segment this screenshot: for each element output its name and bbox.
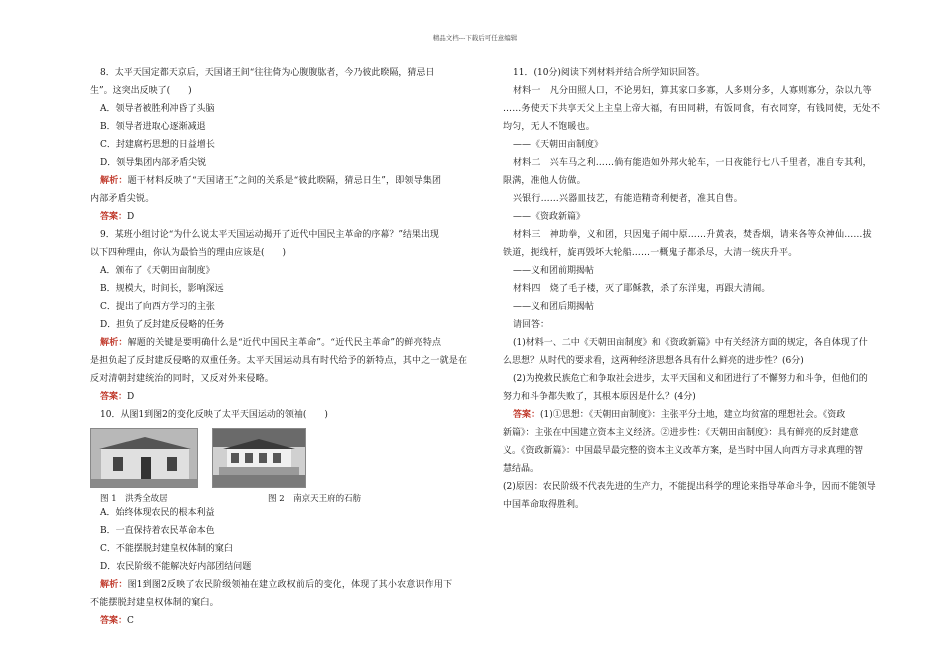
q8-option-c: C．封建腐朽思想的日益增长	[100, 140, 215, 150]
q10-analysis	[90, 576, 470, 594]
figure-2-photo	[212, 428, 306, 488]
q8-option-a: A．领导者被胜利冲昏了头脑	[100, 104, 215, 114]
sub-question-2-cont: 努力和斗争都失败了，其根本原因是什么？(4分)	[503, 392, 696, 402]
answer-label: 答案：	[100, 392, 128, 402]
material-3-cont: 铁道，扼线杆，旋再毁坏大轮船……一概鬼子都杀尽，大清一统庆升平。	[503, 248, 798, 258]
q10-option-c: C．不能摆脱封建皇权体制的窠臼	[100, 544, 233, 554]
material-1-source: ——《天朝田亩制度》	[513, 140, 604, 150]
figure-2-caption: 图 2 南京天王府的石舫	[268, 494, 362, 504]
answer-label: 答案：	[513, 410, 541, 420]
material-1-cont2: 均匀，无人不饱暖也。	[503, 122, 596, 132]
answer-label: 答案：	[100, 212, 128, 222]
analysis-label: 解析：	[100, 176, 128, 186]
q9-stem-cont: 以下四种理由，你认为最恰当的理由应该是( )	[90, 248, 287, 258]
q8-option-b: B．领导者进取心逐渐减退	[100, 122, 206, 132]
sub-question-1: (1)材料一、二中《天朝田亩制度》和《资政新篇》中有关经济方面的规定，各自体现了什	[513, 338, 868, 348]
q10-analysis-text: 图1到图2反映了农民阶级领袖在建立政权前后的变化，体现了其小农意识作用下	[127, 580, 453, 590]
q8-analysis	[90, 172, 470, 190]
q8-stem: 8．太平天国定都天京后，天国诸王间“往往倚为心腹腹肱者，今乃彼此睽隔，猜忌日	[100, 68, 435, 78]
q9-option-d: D．担负了反封建反侵略的任务	[100, 320, 225, 330]
material-4-source: ——义和团后期揭帖	[513, 302, 595, 312]
q9-answer-value: D	[127, 392, 135, 402]
q10-option-b: B．一直保持着农民革命本色	[100, 526, 215, 536]
material-1: 材料一 凡分田照人口，不论男妇，算其家口多寡，人多则分多，人寡则寡分，杂以九等	[513, 86, 872, 96]
analysis-label: 解析：	[100, 338, 128, 348]
q11-answer	[503, 406, 881, 424]
ask-prompt: 请回答：	[513, 320, 550, 330]
q11-stem: 11．(10分)阅读下列材料并结合所学知识回答。	[513, 68, 705, 78]
material-4: 材料四 烧了毛子楼，灭了耶稣教，杀了东洋鬼，再跟大清闹。	[513, 284, 771, 294]
q11-answer-2: (2)原因：农民阶级不代表先进的生产力，不能提出科学的理论来指导革命斗争，因而不能领导	[503, 482, 876, 492]
q9-analysis-cont: 是担负起了反封建反侵略的双重任务。太平天国运动具有时代给予的新特点，其中之一就是在	[90, 356, 468, 366]
q10-stem: 10．从图1到图2的变化反映了太平天国运动的领袖( )	[100, 410, 328, 420]
q10-answer	[90, 612, 470, 630]
q10-analysis-cont: 不能摆脱封建皇权体制的窠臼。	[90, 598, 219, 608]
left-column	[90, 64, 470, 630]
q11-answer-1-cont: 新篇》：主张在中国建立资本主义经济。②进步性：《天朝田亩制度》：具有鲜亮的反封建意	[503, 428, 859, 438]
material-2-cont: 限满，准他人仿做。	[503, 176, 586, 186]
q9-analysis-cont2: 反对清朝封建统治的同时，又反对外来侵略。	[90, 374, 275, 384]
page-header: 精品文档---下载后可任意编辑	[432, 34, 518, 42]
material-2-cont2: 兴银行……兴器皿技艺，有能造精奇利便者，准其自售。	[513, 194, 744, 204]
q8-answer-value: D	[127, 212, 135, 222]
q11-answer-1: (1)①思想：《天朝田亩制度》：主张平分土地，建立均贫富的理想社会。《资政	[540, 410, 846, 420]
material-3-source: ——义和团前期揭帖	[513, 266, 595, 276]
material-1-cont: ……务使天下共享天父上主皇上帝大福，有田同耕，有饭同食，有衣同穿，有钱同使，无处不	[503, 104, 881, 114]
q11-answer-2-cont: 中国革命取得胜利。	[503, 500, 585, 510]
material-2-source: ——《资政新篇》	[513, 212, 586, 222]
q9-option-b: B．规模大，时间长，影响深远	[100, 284, 224, 294]
q8-option-d: D．领导集团内部矛盾尖锐	[100, 158, 207, 168]
q8-analysis-text: 题干材料反映了“天国诸王”之间的关系是“彼此睽隔，猜忌日生”，即领导集团	[127, 176, 442, 186]
material-3: 材料三 神助拳，义和团，只因鬼子闹中原……升黄表，焚香烟，请来各等众神仙……拔	[513, 230, 872, 240]
figure-1-photo	[90, 428, 198, 488]
q10-option-d: D．农民阶级不能解决好内部团结问题	[100, 562, 252, 572]
figure-1-caption: 图 1 洪秀全故居	[100, 494, 168, 504]
q11-answer-1-cont3: 慧结晶。	[503, 464, 540, 474]
q8-answer	[90, 208, 470, 226]
q10-option-a: A．始终体现农民的根本利益	[100, 508, 215, 518]
sub-question-2: (2)为挽救民族危亡和争取社会进步，太平天国和义和团进行了不懈努力和斗争，但他们的	[513, 374, 868, 384]
answer-label: 答案：	[100, 616, 128, 626]
q10-answer-value: C	[127, 616, 134, 626]
q9-analysis	[90, 334, 470, 352]
analysis-label: 解析：	[100, 580, 128, 590]
q9-answer	[90, 388, 470, 406]
q11-answer-1-cont2: 义。《资政新篇》：中国最早最完整的资本主义改革方案，是当时中国人向西方寻求真理的智	[503, 446, 864, 456]
q9-analysis-text: 解题的关键是要明确什么是“近代中国民主革命”。“近代民主革命”的鲜亮特点	[127, 338, 442, 348]
q9-stem: 9．某班小组讨论“为什么说太平天国运动揭开了近代中国民主革命的序幕？”结果出现	[100, 230, 439, 240]
material-2: 材料二 兴车马之利……倘有能造如外邦火轮车，一日夜能行七八千里者，准自专其利，	[513, 158, 872, 168]
q8-stem-cont: 生”。这突出反映了( )	[90, 86, 192, 96]
q9-option-a: A．颁布了《天朝田亩制度》	[100, 266, 215, 276]
q9-option-c: C．提出了向西方学习的主张	[100, 302, 215, 312]
q8-analysis-cont: 内部矛盾尖锐。	[90, 194, 155, 204]
sub-question-1-cont: 么思想？从时代的要求看，这两种经济思想各具有什么鲜亮的进步性？(6分)	[503, 356, 804, 366]
q10-figures	[90, 428, 470, 504]
right-column	[503, 64, 881, 514]
